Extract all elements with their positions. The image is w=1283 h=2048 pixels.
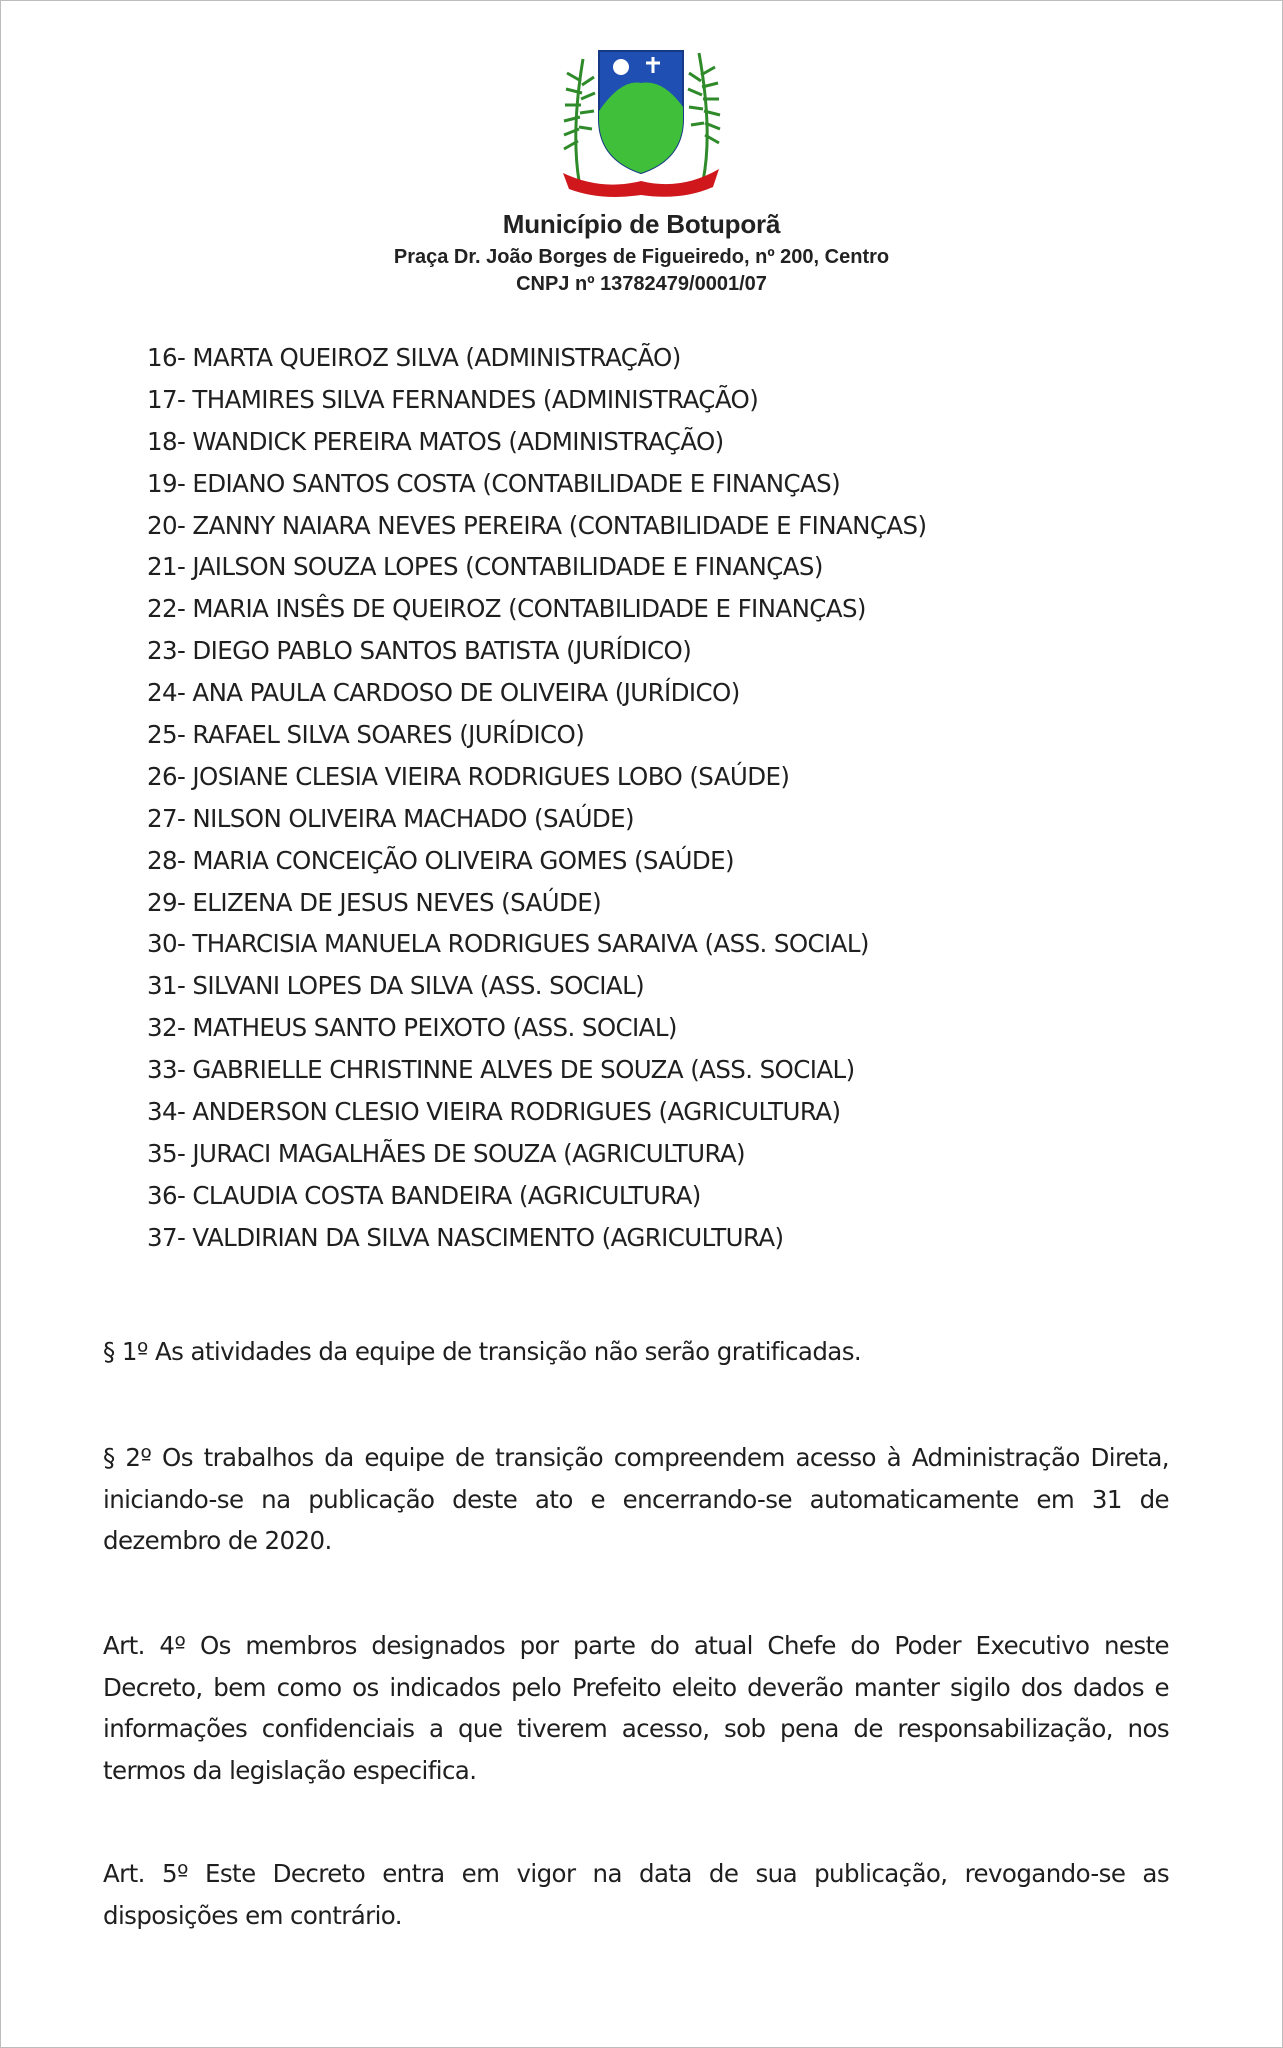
- list-item: 24- ANA PAULA CARDOSO DE OLIVEIRA (JURÍDICO): [147, 678, 740, 708]
- list-item: 29- ELIZENA DE JESUS NEVES (SAÚDE): [147, 887, 602, 917]
- article-4: Art. 4º Os membros designados por parte do atual Chefe do Poder Executivo neste Decreto, bem como os indicados pelo Prefeito eleito deverão manter sigilo dos dados e informações confidenciais a que tiverem acesso, sob pena de responsabilização, nos termos da legislação especifica.: [103, 1631, 1169, 1785]
- list-item: 22- MARIA INSÊS DE QUEIROZ (CONTABILIDADE E FINANÇAS): [147, 594, 866, 624]
- list-item: 35- JURACI MAGALHÃES DE SOUZA (AGRICULTURA): [147, 1138, 745, 1168]
- list-item: 17- THAMIRES SILVA FERNANDES (ADMINISTRAÇÃO): [147, 384, 759, 414]
- list-item: 16- MARTA QUEIROZ SILVA (ADMINISTRAÇÃO): [147, 343, 681, 372]
- list-item: 34- ANDERSON CLESIO VIEIRA RODRIGUES (AGRICULTURA): [147, 1097, 841, 1127]
- list-item: 27- NILSON OLIVEIRA MACHADO (SAÚDE): [147, 803, 635, 833]
- list-item: 20- ZANNY NAIARA NEVES PEREIRA (CONTABILIDADE E FINANÇAS): [147, 510, 927, 540]
- transition-team-list: [147, 337, 926, 1259]
- list-item: 37- VALDIRIAN DA SILVA NASCIMENTO (AGRICULTURA): [147, 1222, 784, 1252]
- list-item: 23- DIEGO PABLO SANTOS BATISTA (JURÍDICO): [147, 636, 692, 666]
- list-item: 36- CLAUDIA COSTA BANDEIRA (AGRICULTURA): [147, 1180, 701, 1210]
- list-item: 30- THARCISIA MANUELA RODRIGUES SARAIVA (ASS. SOCIAL): [147, 929, 869, 959]
- list-item: 33- GABRIELLE CHRISTINNE ALVES DE SOUZA (ASS. SOCIAL): [147, 1055, 855, 1085]
- article-5: Art. 5º Este Decreto entra em vigor na data de sua publicação, revogando-se as disposições em contrário.: [103, 1859, 1169, 1930]
- municipality-address: Praça Dr. João Borges de Figueiredo, nº 200, Centro: [393, 246, 890, 268]
- list-item: 25- RAFAEL SILVA SOARES (JURÍDICO): [147, 720, 585, 750]
- municipality-name: Município de Botuporã: [502, 209, 781, 239]
- list-item: 32- MATHEUS SANTO PEIXOTO (ASS. SOCIAL): [147, 1013, 677, 1043]
- shield-icon: [599, 51, 683, 173]
- list-item: 19- EDIANO SANTOS COSTA (CONTABILIDADE E FINANÇAS): [147, 468, 841, 498]
- paragraph-1: § 1º As atividades da equipe de transição não serão gratificadas.: [103, 1337, 862, 1366]
- list-item: 26- JOSIANE CLESIA VIEIRA RODRIGUES LOBO (SAÚDE): [147, 761, 790, 791]
- paragraph-2: § 2º Os trabalhos da equipe de transição compreendem acesso à Administração Direta, iniciando-se na publicação deste ato e encerrando-se automaticamente em 31 de dezembro de 2020.: [103, 1443, 1169, 1555]
- list-item: 31- SILVANI LOPES DA SILVA (ASS. SOCIAL): [147, 971, 645, 1001]
- list-item: 28- MARIA CONCEIÇÃO OLIVEIRA GOMES (SAÚDE): [147, 845, 734, 875]
- municipality-cnpj: CNPJ nº 13782479/0001/07: [516, 273, 767, 295]
- list-item: 18- WANDICK PEREIRA MATOS (ADMINISTRAÇÃO): [147, 426, 724, 456]
- list-item: 21- JAILSON SOUZA LOPES (CONTABILIDADE E FINANÇAS): [147, 552, 823, 582]
- left-palm-icon: [564, 59, 595, 181]
- municipal-coat-of-arms-icon: [541, 41, 741, 201]
- right-palm-icon: [688, 53, 720, 181]
